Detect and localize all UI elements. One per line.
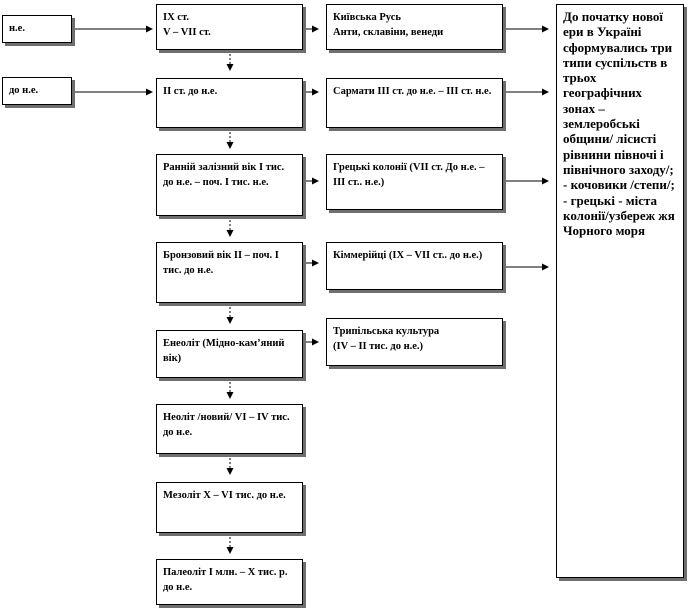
- culture-box-kyiv-rus: Київська Русь Анти, склавіни, венеди: [326, 4, 503, 50]
- period-box-mesolith: Мезоліт X – VI тис. до н.е.: [156, 482, 303, 533]
- period-box-early-iron: Ранній залізний вік І тис. до н.е. – поч. І тис. н.е.: [156, 154, 303, 216]
- period-box-paleolith: Палеоліт І млн. – Х тис. р. до н.е.: [156, 559, 303, 605]
- period-box-bronze: Бронзовий вік ІІ – поч. І тис. до н.е.: [156, 242, 303, 303]
- culture-box-sarmatians: Сармати ІІІ ст. до н.е. – ІІІ ст. н.е.: [326, 78, 503, 128]
- period-box-eneolith: Енеоліт (Мідно-кам’яний вік): [156, 330, 303, 378]
- culture-box-trypillia: Трипільська культура (IV – II тис. до н.е.): [326, 318, 503, 366]
- period-box-ii-bc: ІІ ст. до н.е.: [156, 78, 303, 128]
- culture-box-greek-colonies: Грецькі колонії (VII ст. До н.е. – ІІІ ст.. н.е.): [326, 154, 503, 210]
- label-do-ne: до н.е.: [2, 77, 72, 105]
- period-box-ix: IX ст. V – VII ст.: [156, 4, 303, 50]
- summary-box: До початку нової ери в Україні сформувались три типи суспільств в трьох географічних зонах – землеробські общини/ лісисті рівнини півночі і північного заходу/; - кочовики /степи/; - грецькі - міста колонії/узбереж жя Чорного моря: [556, 4, 684, 578]
- label-ne: н.е.: [2, 15, 72, 43]
- period-box-neolith: Неоліт /новий/ VI – IV тис. до н.е.: [156, 404, 303, 454]
- culture-box-cimmerians: Кіммерійці (IX – VII ст.. до н.е.): [326, 242, 503, 290]
